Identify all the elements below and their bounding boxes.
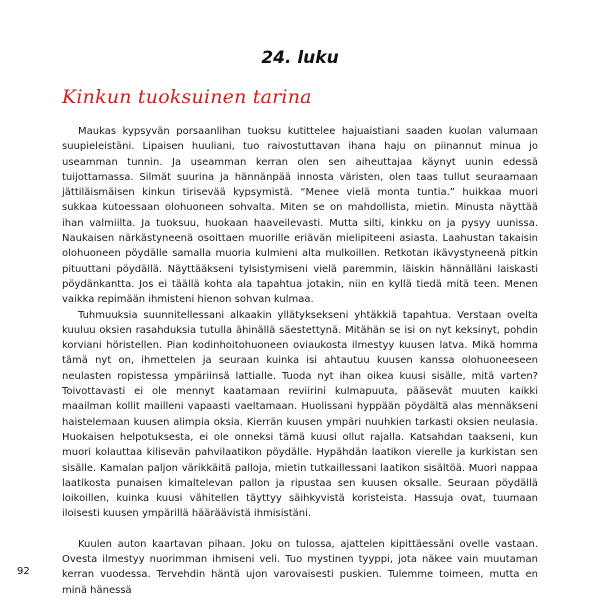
paragraph: Maukas kypsyvän porsaanlihan tuoksu kutittelee hajuaistiani saaden kuolan valumaan suupieleistäni. Lipaisen huuliani, tuo raivostuttavan ihana haju on piinannut minua jo useamman tunnin. Ja useamman kerran olen sen aiheuttajaa käynyt uunin edessä tuijottamassa. Silmät suurina ja hännänpää innosta väristen, olen taas tullut seuraamaan jättiläismäisen kinkun tirisevää kypsymistä. “Menee vielä monta tuntia.” huikkaa muori sukkaa kutoessaan olohuoneen sohvalta. Miten se on mahdollista, mietin. Minusta näyttää ihan valmiilta. Ja tuoksuu, huokaan haaveilevasti. Mutta silti, kinkku on ja pysyy uunissa. Naukaisen närkästyneenä osoittaen muorille eriävän mielipiteeni asiasta. Laahustan takaisin olohuoneen pöydälle samalla muoria kulmieni alta mulkoillen. Retkotan ikävystyneenä pitkin pituuttani pöydällä. Näyttääkseni tylsistymiseni vielä paremmin, läiskin hännälläni laiskasti pöydänkanttа. Jos ei täällä kohta ala tapahtua jotakin, niin en kyllä tiedä mitä teen. Menen vaikka repimään ihmisteni hienon sohvan kulmaa. xyxy=(62,126,538,306)
body-text xyxy=(62,124,538,598)
page-number: 92 xyxy=(17,566,30,577)
paragraph: Tuhmuuksia suunnitellessani alkaakin yllätykseksenі yhtäkkiä tapahtua. Verstaan ovelta kuuluu oksien rasahduksia tutulla ähinällä säestettynä. Mitähän se isi on nyt keksinyt, pohdin korviani höristellen. Pian kodinhoitohuoneen oviaukosta ilmestyy kuusen latva. Mikä homma tämä nyt on, ihmettelen ja seuraan kuinka isi ahtautuu kuusen kanssa olohuoneeseen neulasten ropistessa ympäriinsä lattialle. Tuoda nyt ihan oikea kuusi sisälle, mitä varten? Toivottavasti ei ole mennyt kaatamaan reviirini kulmapuuta, pääsevät muuten kaikki maailman kollit mailleni vapaasti vaeltamaan. Huolissani hyppään pöydältä alas mennäkseni haistelemaan kuusen alimpia oksia. Kierrän kuusen ympäri nuuhkien tarkasti oksien neulasia. Huokaisen helpotuksesta, ei ole onneksi tämä kuusi ollut rajalla. Katsahdan taakseni, kun muori kolauttaa kilisevän pahvilaatikon pöydälle. Hypähdän laatikon vierelle ja kurkistan sen sisälle. Kamalan paljon värikkäitä palloja, mietin tutkaillessani laatikon sisältöä. Muori nappaa laatikosta punaisen kimaltelevan pallon ja ripustaa sen kuusen oksalle. Seuraan pöydällä loikoillen, kuinka kuusi vähitellen täyttyy säihkyvistä koristeista. Hassuja ovat, tuumaan iloisesti kuusen ympärillä hääräävistä ihmisistäni. xyxy=(62,309,538,520)
paragraph: Kuulen auton kaartavan pihaan. Joku on tulossa, ajattelen kipittäessäni ovelle vastaan. Ovesta ilmestyy nuorimman ihmiseni veli. Tuo mystinen tyyppi, jota näkee vain muutaman kerran vuodessa. Tervehdin häntä ujon varovaisesti puskien. Tulemme toimeen, mutta en minä hänessä xyxy=(62,538,538,596)
chapter-heading: 24. luku xyxy=(261,48,339,68)
section-title: Kinkun tuoksuinen tarina xyxy=(62,86,312,108)
